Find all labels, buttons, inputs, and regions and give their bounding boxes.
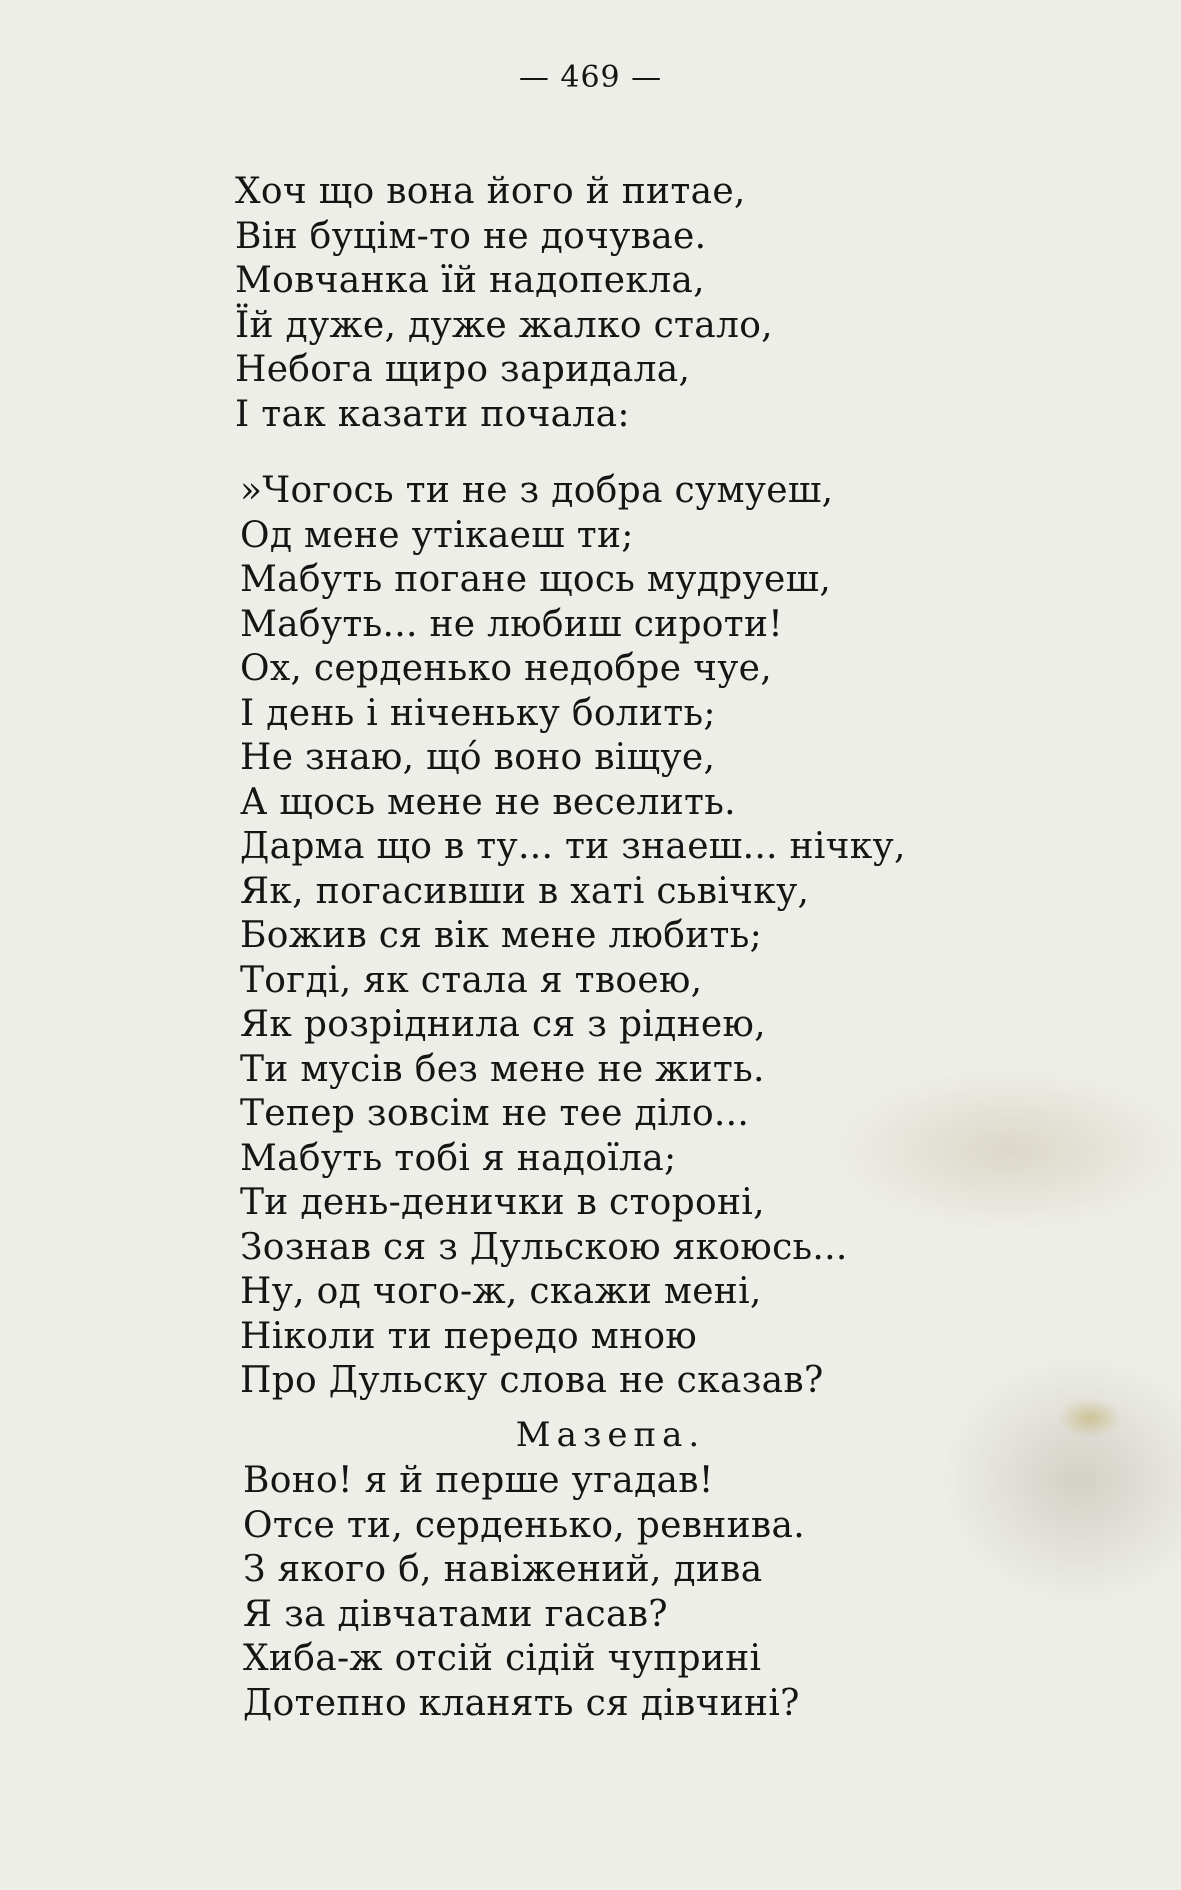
verse-line: Ох, серденько недобре чуе, (240, 648, 773, 689)
stanza-reply (243, 1459, 805, 1726)
verse-line: Мовчанка їй надопекла, (235, 260, 705, 301)
verse-line: Од мене утікаеш ти; (240, 514, 634, 556)
verse-line: І день і ніченьку болить; (240, 692, 716, 734)
verse-line: Небога щиро заридала, (235, 349, 691, 390)
verse-line: Як розріднила ся з ріднею, (240, 1004, 766, 1045)
verse-line: А щось мене не веселить. (240, 781, 736, 823)
verse-line: Тепер зовсім не тее діло... (240, 1093, 750, 1134)
verse-line: Не знаю, щó воно віщуе, (240, 737, 716, 778)
verse-line: Хиба-ж отсій сідій чуприні (243, 1638, 762, 1679)
verse-line: Ніколи ти передо мною (240, 1315, 697, 1357)
speaker-name: Мазепа. (515, 1415, 706, 1455)
verse-line: Воно! я й перше угадав! (243, 1460, 714, 1501)
verse-line: Їй дуже, дуже жалко стало, (235, 304, 773, 346)
verse-line: Я за дівчатами гасав? (243, 1593, 668, 1635)
stanza-intro (235, 170, 773, 437)
verse-line: Ти мусів без мене не жить. (240, 1048, 765, 1090)
stanza-speech (240, 469, 906, 1404)
verse-line: Хоч що вона його й питае, (235, 171, 746, 212)
verse-line: Мабуть тобі я надоїла; (240, 1137, 677, 1179)
verse-line: Він буцім-то не дочувае. (235, 215, 707, 257)
verse-line: Як, погасивши в хаті сьвічку, (240, 870, 810, 912)
verse-line: Дарма що в ту... ти знаеш... нічку, (240, 826, 906, 867)
verse-line: Мабуть... не любиш сироти! (240, 603, 784, 645)
verse-line: Про Дульску слова не сказав? (240, 1360, 824, 1401)
verse-line: Зознав ся з Дульскою якоюсь... (240, 1226, 848, 1268)
verse-line: З якого б, навіжений, дива (243, 1549, 763, 1590)
page-number: — 469 — (518, 60, 663, 95)
verse-line: Ну, од чого-ж, скажи мені, (240, 1271, 762, 1312)
verse-line: І так казати почала: (235, 393, 630, 435)
verse-line: Тогді, як стала я твоею, (240, 959, 703, 1001)
verse-line: Дотепно кланять ся дівчині? (243, 1682, 800, 1724)
verse-line: Ти день-денички в стороні, (240, 1182, 765, 1223)
verse-line: Мабуть погане щось мудруеш, (240, 559, 832, 600)
verse-line: »Чогось ти не з добра сумуеш, (240, 470, 834, 511)
verse-line: Божив ся вік мене любить; (240, 915, 763, 956)
verse-line: Отсе ти, серденько, ревнива. (243, 1504, 805, 1546)
